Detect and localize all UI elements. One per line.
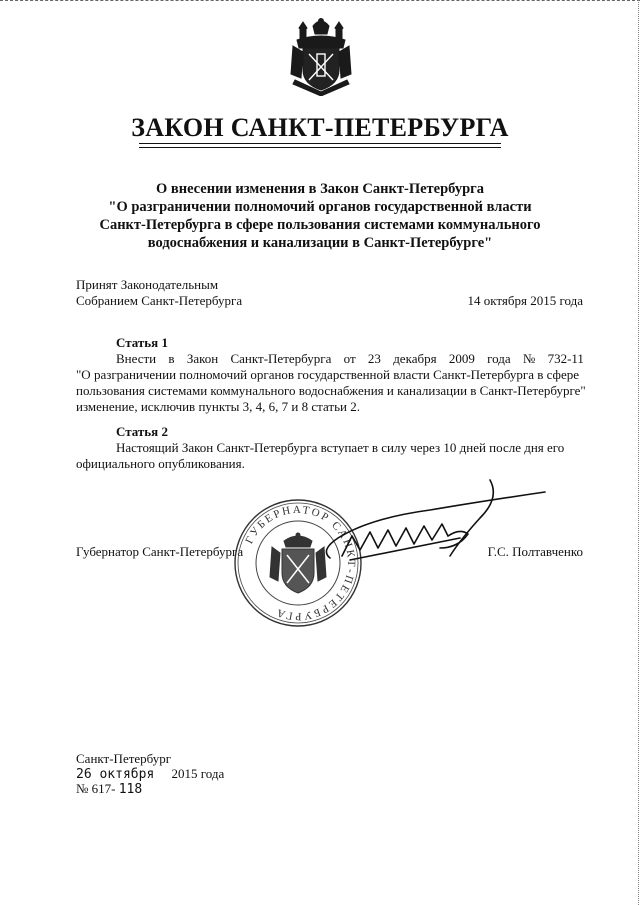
heading-rule-top xyxy=(139,143,501,144)
adopted-by-line: Собранием Санкт-Петербурга xyxy=(76,293,243,308)
footer-city: Санкт-Петербург xyxy=(76,751,172,766)
adopted-date: 14 октября 2015 года xyxy=(467,293,583,308)
footer-registration-number xyxy=(76,781,142,797)
article-1-first-line: Внести в Закон Санкт-Петербурга от 23 декабря 2009 года № 732-11 xyxy=(116,351,584,366)
page-top-border xyxy=(0,0,640,4)
signatory-position: Губернатор Санкт-Петербурга xyxy=(76,544,244,559)
heading-rule-bottom xyxy=(139,147,501,148)
article-1-line: "О разграничении полномочий органов государственной власти Санкт-Петербурга в сфере xyxy=(76,367,580,382)
article-2-body xyxy=(76,440,584,472)
law-title-line: "О разграничении полномочий органов государственной власти xyxy=(108,199,532,215)
article-2-title: Статья 2 xyxy=(116,424,168,439)
article-1-line: пользования системами коммунального водоснабжения и канализации в Санкт-Петербурге" xyxy=(76,383,586,398)
article-2-line: официального опубликования. xyxy=(76,456,245,471)
law-title-line: водоснабжения и канализации в Санкт-Петербурге" xyxy=(147,235,493,251)
footer-date xyxy=(76,766,224,782)
coat-of-arms-icon xyxy=(283,18,359,96)
article-1-line: изменение, исключив пункты 3, 4, 6, 7 и 8 статьи 2. xyxy=(76,399,360,414)
law-title xyxy=(70,180,570,252)
adopted-by-line: Принят Законодательным xyxy=(76,277,219,292)
document-heading: ЗАКОН САНКТ-ПЕТЕРБУРГА xyxy=(131,113,509,142)
adopted-by xyxy=(76,277,242,309)
article-1-title: Статья 1 xyxy=(116,335,168,350)
law-title-line: О внесении изменения в Закон Санкт-Петербурга xyxy=(155,181,484,197)
footer-date-suffix: 2015 года xyxy=(171,766,225,781)
article-2-first-line: Настоящий Закон Санкт-Петербурга вступает в силу через 10 дней после дня его xyxy=(116,440,565,455)
seal-text: ГУБЕРНАТОР САНКТ-ПЕТЕРБУРГА xyxy=(243,503,358,623)
footer-number-typed: 118 xyxy=(118,782,143,797)
law-title-line: Санкт-Петербурга в сфере пользования системами коммунального xyxy=(99,217,541,233)
signature-icon xyxy=(290,478,550,573)
article-1-body xyxy=(76,351,584,415)
footer-number-prefix: № 617- xyxy=(76,781,116,796)
signatory-name: Г.С. Полтавченко xyxy=(487,544,583,559)
footer-date-typed: 26 октября xyxy=(76,767,155,782)
